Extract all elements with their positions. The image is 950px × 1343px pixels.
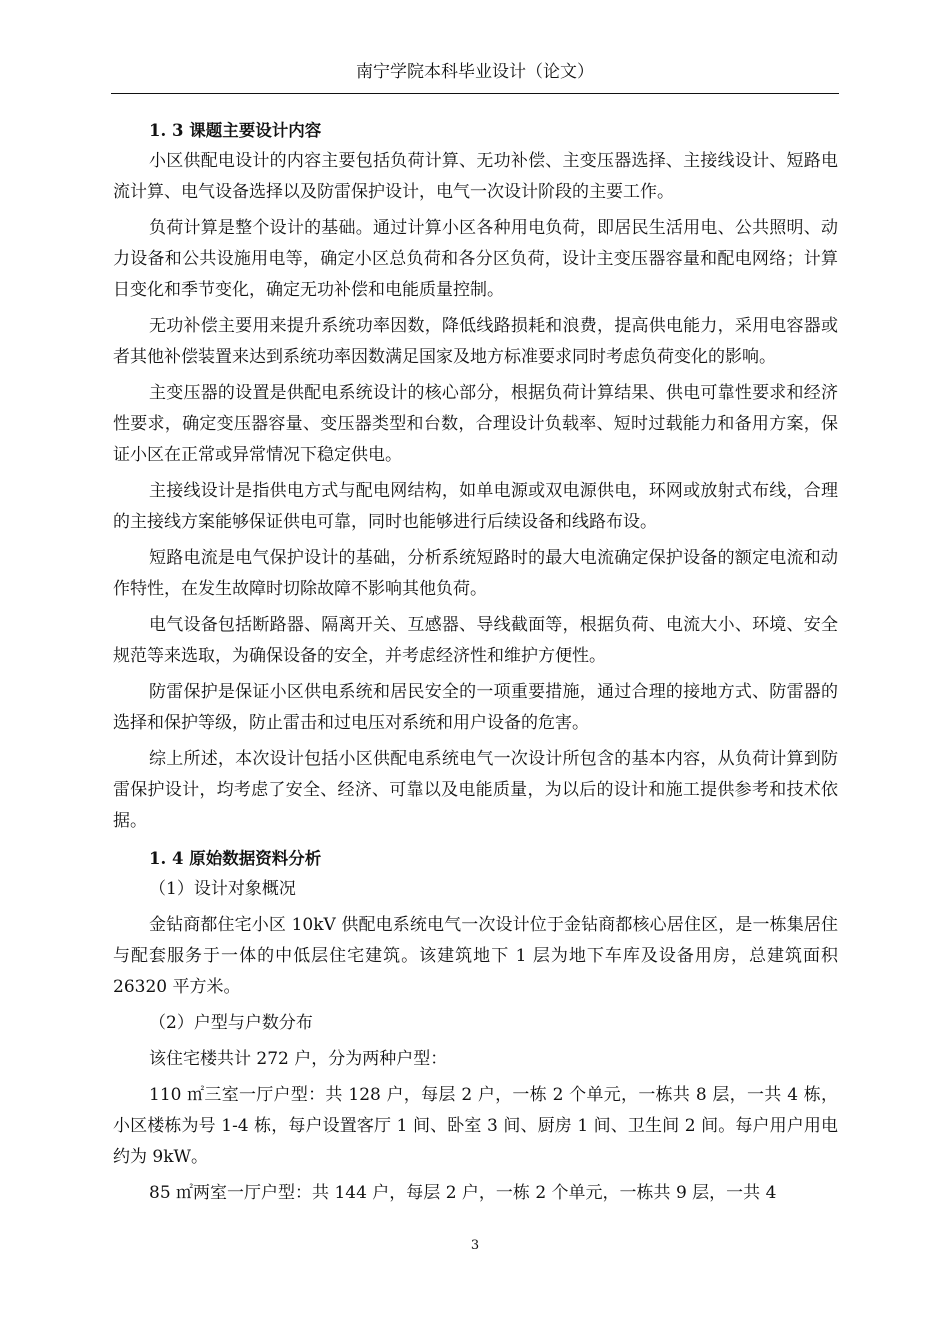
paragraph: 主接线设计是指供电方式与配电网结构，如单电源或双电源供电，环网或放射式布线，合理的主接线方案能够保证供电可靠，同时也能够进行后续设备和线路布设。 (113, 481, 838, 532)
paragraph: 综上所述，本次设计包括小区供配电系统电气一次设计所包含的基本内容，从负荷计算到防雷保护设计，均考虑了安全、经济、可靠以及电能质量，为以后的设计和施工提供参考和技术依据。 (113, 749, 838, 831)
paragraph: 无功补偿主要用来提升系统功率因数，降低线路损耗和浪费，提高供电能力，采用电容器或者其他补偿装置来达到系统功率因数满足国家及地方标准要求同时考虑负荷变化的影响。 (113, 316, 838, 367)
paragraph: 小区供配电设计的内容主要包括负荷计算、无功补偿、主变压器选择、主接线设计、短路电流计算、电气设备选择以及防雷保护设计，电气一次设计阶段的主要工作。 (113, 151, 838, 202)
paragraph: 110 ㎡三室一厅户型：共 128 户，每层 2 户，一栋 2 个单元，一栋共 8 层，一共 4 栋，小区楼栋为号 1-4 栋，每户设置客厅 1 间、卧室 3 间、厨房 1 间、卫生间 2 间。每户用户用电约为 9kW。 (113, 1085, 838, 1167)
page-header: 南宁学院本科毕业设计（论文） (356, 62, 594, 82)
paragraph: 金钻商都住宅小区 10kV 供配电系统电气一次设计位于金钻商都核心居住区，是一栋集居住与配套服务于一体的中低层住宅建筑。该建筑地下 1 层为地下车库及设备用房，总建筑面积 26320 平方米。 (113, 915, 838, 997)
page-number: 3 (470, 1238, 480, 1253)
paragraph: 该住宅楼共计 272 户，分为两种户型： (149, 1049, 448, 1069)
paragraph: 短路电流是电气保护设计的基础，分析系统短路时的最大电流确定保护设备的额定电流和动作特性，在发生故障时切除故障不影响其他负荷。 (113, 548, 838, 599)
paragraph: 主变压器的设置是供配电系统设计的核心部分，根据负荷计算结果、供电可靠性要求和经济性要求，确定变压器容量、变压器类型和台数，合理设计负载率、短时过载能力和备用方案，保证小区在正常或异常情况下稳定供电。 (113, 383, 838, 465)
subheading-unit-distribution: （2）户型与户数分布 (149, 1013, 313, 1033)
paragraph: 85 ㎡两室一厅户型：共 144 户，每层 2 户，一栋 2 个单元，一栋共 9 层，一共 4 (149, 1183, 777, 1203)
paragraph: 电气设备包括断路器、隔离开关、互感器、导线截面等，根据负荷、电流大小、环境、安全规范等来选取，为确保设备的安全，并考虑经济性和维护方便性。 (113, 615, 838, 666)
header-divider (111, 93, 839, 94)
paragraph: 负荷计算是整个设计的基础。通过计算小区各种用电负荷，即居民生活用电、公共照明、动力设备和公共设施用电等，确定小区总负荷和各分区负荷，设计主变压器容量和配电网络；计算日变化和季节变化，确定无功补偿和电能质量控制。 (113, 218, 838, 300)
subheading-design-overview: （1）设计对象概况 (149, 879, 296, 899)
paragraph: 防雷保护是保证小区供电系统和居民安全的一项重要措施，通过合理的接地方式、防雷器的选择和保护等级，防止雷击和过电压对系统和用户设备的危害。 (113, 682, 838, 733)
document-body (113, 115, 838, 1214)
section-heading-1-4: 1. 4 原始数据资料分析 (149, 849, 322, 868)
section-heading-1-3: 1. 3 课题主要设计内容 (149, 121, 322, 140)
